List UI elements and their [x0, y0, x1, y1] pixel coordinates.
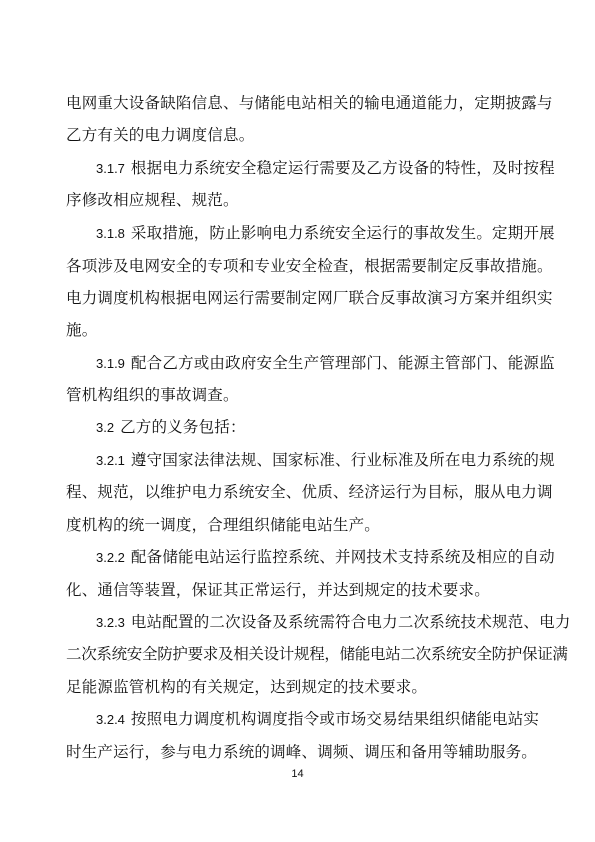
- clause-3-2-2: 3.2.2 配备储能电站运行监控系统、并网技术支持系统及相应的自动: [96, 548, 555, 566]
- clause-number: 3.1.7: [96, 161, 125, 176]
- clause-number: 3.2.4: [96, 712, 125, 727]
- clause-3-1-8: 3.1.8 采取措施，防止影响电力系统安全运行的事故发生。定期开展: [96, 224, 555, 242]
- clause-number: 3.2: [96, 420, 115, 435]
- text-line: 管机构组织的事故调查。: [66, 386, 239, 404]
- text-line: 序修改相应规程、规范。: [66, 191, 239, 209]
- clause-number: 3.1.9: [96, 356, 125, 371]
- clause-number: 3.2.1: [96, 453, 125, 468]
- clause-3-2-1: 3.2.1 遵守国家法律法规、国家标准、行业标准及所在电力系统的规: [96, 451, 555, 469]
- text-line: 程、规范，以维护电力系统安全、优质、经济运行为目标，服从电力调: [66, 483, 553, 501]
- text-line: 施。: [66, 321, 98, 339]
- clause-3-1-7: 3.1.7 根据电力系统安全稳定运行需要及乙方设备的特性，及时按程: [96, 159, 555, 177]
- text-line: 度机构的统一调度，合理组织储能电站生产。: [66, 516, 381, 534]
- clause-number: 3.2.3: [96, 615, 125, 630]
- text-line: 化、通信等装置，保证其正常运行，并达到规定的技术要求。: [66, 581, 490, 599]
- text-line: 二次系统安全防护要求及相关设计规程，储能电站二次系统安全防护保证满: [66, 645, 568, 663]
- text-line: 各项涉及电网安全的专项和专业安全检查，根据需要制定反事故措施。: [66, 257, 553, 275]
- text-line: 时生产运行，参与电力系统的调峰、调频、调压和备用等辅助服务。: [66, 743, 538, 761]
- text-line: 电网重大设备缺陷信息、与储能电站相关的输电通道能力，定期披露与: [66, 94, 553, 112]
- clause-number: 3.2.2: [96, 550, 125, 565]
- text-line: 足能源监管机构的有关规定，达到规定的技术要求。: [66, 678, 428, 696]
- clause-number: 3.1.8: [96, 226, 125, 241]
- text-line: 电力调度机构根据电网运行需要制定网厂联合反事故演习方案并组织实: [66, 289, 553, 307]
- section-3-2: 3.2 乙方的义务包括：: [96, 418, 246, 436]
- clause-3-2-3: 3.2.3 电站配置的二次设备及系统需符合电力二次系统技术规范、电力: [96, 613, 571, 631]
- clause-3-2-4: 3.2.4 按照电力调度机构调度指令或市场交易结果组织储能电站实: [96, 710, 540, 728]
- page-number: 14: [291, 768, 304, 780]
- text-line: 乙方有关的电力调度信息。: [66, 126, 255, 144]
- clause-3-1-9: 3.1.9 配合乙方或由政府安全生产管理部门、能源主管部门、能源监: [96, 354, 555, 372]
